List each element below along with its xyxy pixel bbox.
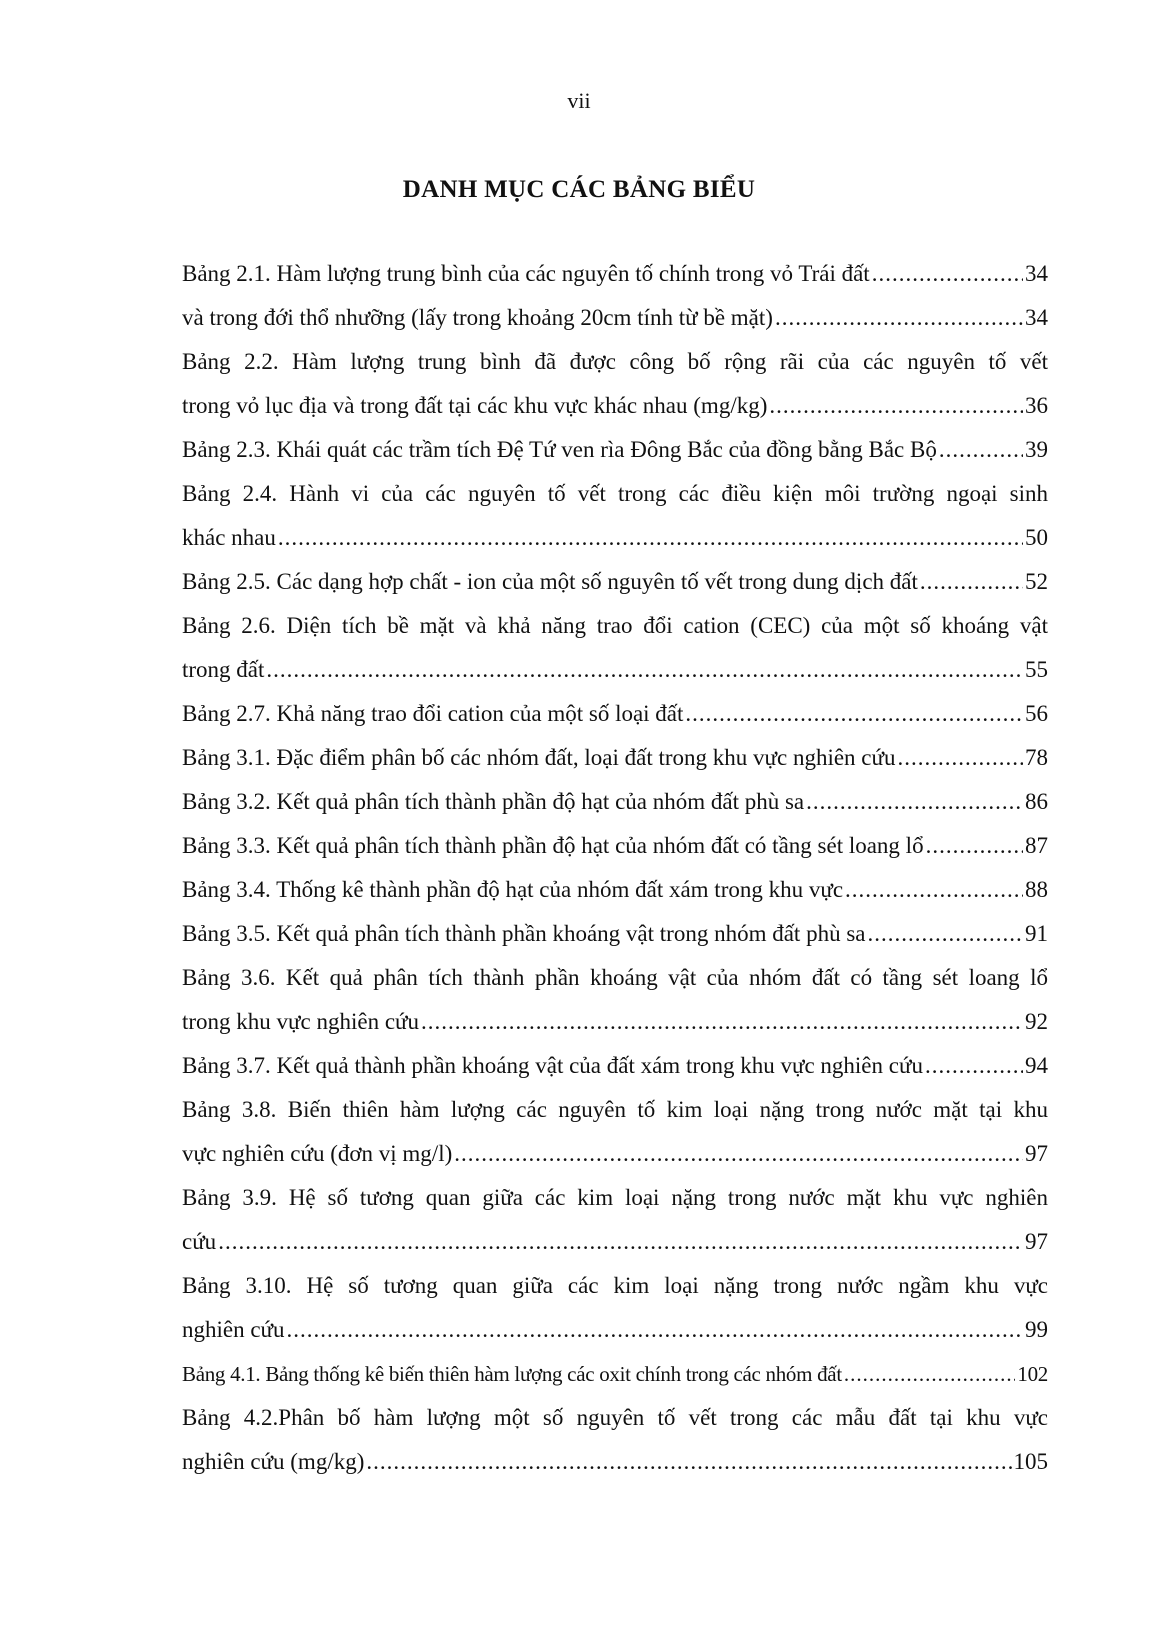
toc-entry-line <box>182 516 1048 560</box>
toc-page-number: 91 <box>1025 921 1048 946</box>
page-number: vii <box>567 88 591 113</box>
toc-entry-text: Bảng 2.4. Hành vi của các nguyên tố vết trong các điều kiện môi trường ngoại sinh <box>182 481 1048 506</box>
toc-page-number: 34 <box>1025 261 1048 286</box>
toc-entry-text: Bảng 2.6. Diện tích bề mặt và khả năng trao đổi cation (CEC) của một số khoáng vật <box>182 613 1048 638</box>
toc-entry-line <box>182 1176 1048 1220</box>
toc-page-number: 34 <box>1025 305 1048 330</box>
toc-entry-text: trong vỏ lục địa và trong đất tại các khu vực khác nhau (mg/kg) <box>182 393 768 418</box>
toc-page-number: 56 <box>1025 701 1048 726</box>
toc-page-number: 39 <box>1025 437 1048 462</box>
toc-entry-text: Bảng 4.2.Phân bố hàm lượng một số nguyên tố vết trong các mẫu đất tại khu vực <box>182 1405 1048 1430</box>
dot-leader <box>867 912 1023 956</box>
dot-leader <box>366 1440 1011 1484</box>
dot-leader <box>769 384 1023 428</box>
toc-entry-line <box>182 340 1048 384</box>
toc-page-number: 97 <box>1025 1141 1048 1166</box>
toc-page-number: 78 <box>1025 745 1048 770</box>
toc-page-number: 88 <box>1025 877 1048 902</box>
toc-entry-text: trong khu vực nghiên cứu <box>182 1009 419 1034</box>
toc-entry-text: Bảng 3.1. Đặc điểm phân bố các nhóm đất, loại đất trong khu vực nghiên cứu <box>182 745 896 770</box>
toc-entry-line <box>182 296 1048 340</box>
dot-leader <box>775 296 1023 340</box>
toc-entry-line <box>182 472 1048 516</box>
toc-page-number: 97 <box>1025 1229 1048 1254</box>
dot-leader <box>926 824 1023 868</box>
toc-entry-line <box>182 604 1048 648</box>
toc-entry-line <box>182 1396 1048 1440</box>
toc-entry-line <box>182 956 1048 1000</box>
dot-leader <box>920 560 1023 604</box>
toc-page-number: 50 <box>1025 525 1048 550</box>
toc-entry-text: Bảng 3.5. Kết quả phân tích thành phần khoáng vật trong nhóm đất phù sa <box>182 921 866 946</box>
toc-entry-line <box>182 560 1048 604</box>
toc-entry-line <box>182 1440 1048 1484</box>
toc-entry-text: Bảng 3.6. Kết quả phân tích thành phần khoáng vật của nhóm đất có tầng sét loang lổ <box>182 965 1048 990</box>
toc-entry-line <box>182 648 1048 692</box>
dot-leader <box>872 252 1023 296</box>
toc-entry-line <box>182 736 1048 780</box>
toc-entry-text: nghiên cứu (mg/kg) <box>182 1449 365 1474</box>
toc-page-number: 94 <box>1025 1053 1048 1078</box>
toc-entry-text: Bảng 2.5. Các dạng hợp chất - ion của một số nguyên tố vết trong dung dịch đất <box>182 569 918 594</box>
toc-entry-line <box>182 1088 1048 1132</box>
toc-entry-text: Bảng 2.7. Khả năng trao đổi cation của một số loại đất <box>182 701 684 726</box>
toc-entry-line <box>182 868 1048 912</box>
toc-entry-text: cứu <box>182 1229 217 1254</box>
toc-entry-line <box>182 824 1048 868</box>
toc-entry-line <box>182 384 1048 428</box>
table-of-tables <box>182 252 1048 1484</box>
toc-entry-text: Bảng 3.4. Thống kê thành phần độ hạt của nhóm đất xám trong khu vực <box>182 877 844 902</box>
page-title: DANH MỤC CÁC BẢNG BIỂU <box>402 176 756 203</box>
toc-entry-text: Bảng 2.3. Khái quát các trầm tích Đệ Tứ ven rìa Đông Bắc của đồng bằng Bắc Bộ <box>182 437 937 462</box>
dot-leader <box>454 1132 1023 1176</box>
toc-entry-text: Bảng 3.8. Biến thiên hàm lượng các nguyên tố kim loại nặng trong nước mặt tại khu <box>182 1097 1048 1122</box>
dot-leader <box>939 428 1023 472</box>
toc-entry-text: khác nhau <box>182 525 276 550</box>
toc-entry-text: Bảng 3.3. Kết quả phân tích thành phần độ hạt của nhóm đất có tầng sét loang lổ <box>182 833 924 858</box>
dot-leader <box>287 1308 1023 1352</box>
toc-entry-text: và trong đới thổ nhưỡng (lấy trong khoảng 20cm tính từ bề mặt) <box>182 305 773 330</box>
toc-entry-line <box>182 692 1048 736</box>
dot-leader <box>421 1000 1023 1044</box>
toc-entry-line <box>182 1220 1048 1264</box>
toc-entry-line <box>182 1000 1048 1044</box>
dot-leader <box>845 868 1023 912</box>
toc-entry-line <box>182 252 1048 296</box>
toc-entry-text: Bảng 3.9. Hệ số tương quan giữa các kim loại nặng trong nước mặt khu vực nghiên <box>182 1185 1048 1210</box>
toc-entry-text: Bảng 4.1. Bảng thống kê biến thiên hàm lượng các oxit chính trong các nhóm đất <box>182 1362 842 1386</box>
dot-leader <box>685 692 1023 736</box>
toc-page-number: 99 <box>1025 1317 1048 1342</box>
dot-leader <box>844 1352 1016 1396</box>
toc-entry-line <box>182 780 1048 824</box>
toc-page-number: 92 <box>1025 1009 1048 1034</box>
toc-entry-line <box>182 912 1048 956</box>
toc-entry-text: Bảng 2.1. Hàm lượng trung bình của các nguyên tố chính trong vỏ Trái đất <box>182 261 870 286</box>
toc-page-number: 105 <box>1013 1449 1048 1474</box>
toc-entry-line <box>182 1308 1048 1352</box>
toc-page-number: 52 <box>1025 569 1048 594</box>
dot-leader <box>278 516 1023 560</box>
toc-entry-line <box>182 1264 1048 1308</box>
toc-page-number: 36 <box>1025 393 1048 418</box>
toc-page-number: 102 <box>1017 1362 1048 1386</box>
toc-entry-text: Bảng 3.7. Kết quả thành phần khoáng vật của đất xám trong khu vực nghiên cứu <box>182 1053 923 1078</box>
toc-entry-line <box>182 1352 1048 1396</box>
toc-entry-line <box>182 1044 1048 1088</box>
dot-leader <box>218 1220 1023 1264</box>
toc-entry-line <box>182 428 1048 472</box>
dot-leader <box>897 736 1023 780</box>
toc-page-number: 86 <box>1025 789 1048 814</box>
toc-entry-text: Bảng 3.2. Kết quả phân tích thành phần độ hạt của nhóm đất phù sa <box>182 789 805 814</box>
dot-leader <box>266 648 1023 692</box>
toc-entry-text: vực nghiên cứu (đơn vị mg/l) <box>182 1141 453 1166</box>
toc-entry-line <box>182 1132 1048 1176</box>
dot-leader <box>925 1044 1023 1088</box>
toc-page-number: 55 <box>1025 657 1048 682</box>
toc-page-number: 87 <box>1025 833 1048 858</box>
toc-entry-text: trong đất <box>182 657 265 682</box>
toc-entry-text: Bảng 2.2. Hàm lượng trung bình đã được công bố rộng rãi của các nguyên tố vết <box>182 349 1048 374</box>
toc-entry-text: nghiên cứu <box>182 1317 285 1342</box>
toc-entry-text: Bảng 3.10. Hệ số tương quan giữa các kim loại nặng trong nước ngầm khu vực <box>182 1273 1048 1298</box>
dot-leader <box>806 780 1023 824</box>
